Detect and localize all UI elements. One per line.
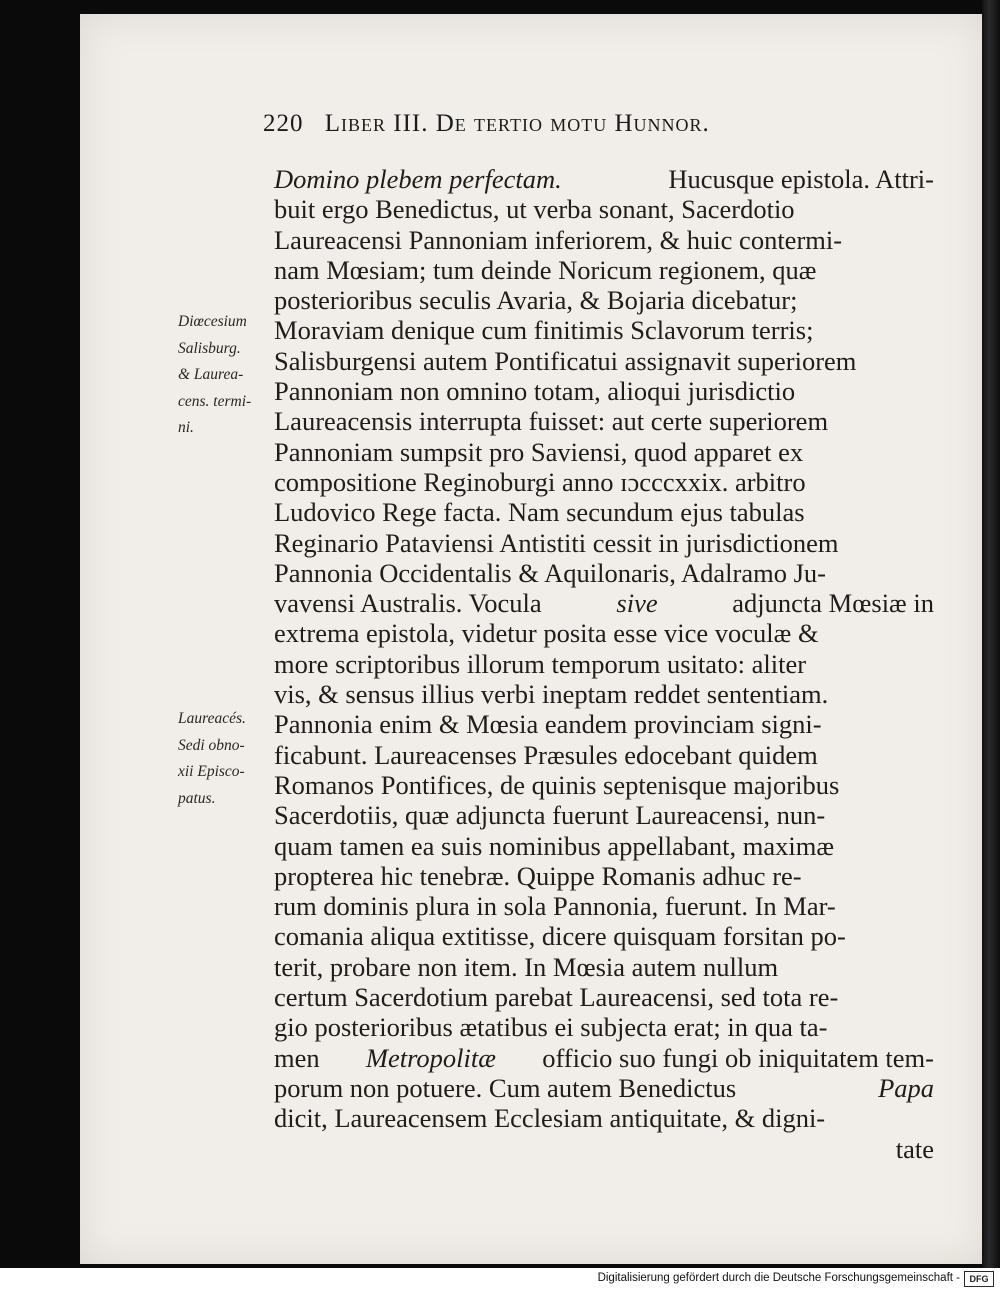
text-span: Pannoniam sumpsit pro Saviensi, quod apparet ex [274,436,804,467]
margin-note-line: & Laurea- [178,366,244,383]
margin-note [178,706,274,812]
text-line [274,952,934,982]
text-line [274,679,934,709]
margin-note-line: xii Episco- [178,763,245,780]
text-span: Salisburgensi autem Pontificatui assignavit superiorem [274,345,857,376]
body-text [274,164,934,1164]
text-line [274,376,934,406]
text-line [274,315,934,345]
text-line [274,740,934,770]
text-span-italic: Domino plebem perfectam. [274,164,562,194]
text-span: Moraviam denique cum finitimis Sclavorum terris; [274,315,814,346]
text-span: Laureacensis interrupta fuisset: aut certe superiorem [274,406,829,437]
text-span: Reginario Pataviensi Antistiti cessit in jurisdictionem [274,527,839,558]
text-line [274,1103,934,1133]
text-line [274,891,934,921]
text-line [274,164,934,194]
margin-note-line: ni. [178,419,194,436]
text-line [274,800,934,830]
margin-note-line: Laureacés. [178,710,246,727]
text-span: Pannonia Occidentalis & Aquilonaris, Adalramo Ju- [274,557,826,588]
margin-note-line: Salisburg. [178,339,241,357]
text-line [274,194,934,224]
text-line [274,497,934,527]
text-span-italic: Papa [878,1072,934,1103]
text-span-italic: sive [616,588,658,619]
text-line [274,709,934,739]
text-line [274,346,934,376]
text-span: ficabunt. Laureacenses Præsules edocebant quidem [274,739,818,770]
text-line [274,285,934,315]
text-span: vavensi Australis. Vocula [274,588,542,619]
text-line [274,437,934,467]
text-line [274,406,934,436]
text-span: men [274,1042,320,1073]
text-span: officio suo fungi ob iniquitatem tem- [542,1042,934,1073]
text-line [274,225,934,255]
text-line [274,528,934,558]
text-span: Ludovico Rege facta. Nam secundum ejus tabulas [274,497,805,528]
text-span: compositione Reginoburgi anno ɪɔcccxxix. arbitro [274,466,806,497]
page-number: 220 [263,110,304,137]
text-span: Pannoniam non omnino totam, alioqui jurisdictio [274,376,796,407]
text-line [274,861,934,891]
page-edge [982,0,1000,1268]
text-span: adjuncta Mœsiæ in [732,588,934,619]
margin-note-line: patus. [178,789,216,807]
margin-note-line: Diœcesium [178,313,247,330]
text-span: Laureacensi Pannoniam inferiorem, & huic contermi- [274,224,843,255]
text-span: Sacerdotiis, quæ adjuncta fuerunt Laureacensi, nun- [274,800,826,831]
footer-bar [0,1268,1000,1289]
text-span: rum dominis plura in sola Pannonia, fuerunt. In Mar- [274,891,836,922]
text-span: buit ergo Benedictus, ut verba sonant, Sacerdotio [274,194,795,225]
text-line [274,982,934,1012]
catchword-line [274,1134,934,1164]
text-line [274,618,934,648]
text-line [274,1073,934,1103]
text-span: more scriptoribus illorum temporum usitato: aliter [274,648,807,679]
dfg-logo-icon: DFG [964,1271,994,1287]
text-span: gio posterioribus ætatibus ei subjecta erat; in qua ta- [274,1012,828,1043]
text-span: porum non potuere. Cum autem Benedictus [274,1072,737,1103]
text-line [274,831,934,861]
text-span: Pannonia enim & Mœsia eandem provinciam signi- [274,709,822,740]
running-head [263,110,843,138]
text-span: Romanos Pontifices, de quinis septenisque majoribus [274,769,840,800]
text-line [274,588,934,618]
text-span: terit, probare non item. In Mœsia autem nullum [274,951,779,982]
text-span: dicit, Laureacensem Ecclesiam antiquitate, & digni- [274,1103,826,1134]
text-span: propterea hic tenebræ. Quippe Romanis adhuc re- [274,860,802,891]
text-line [274,558,934,588]
margin-note-line: Sedi obno- [178,736,245,754]
text-line [274,921,934,951]
text-line [274,649,934,679]
text-span: comania aliqua extitisse, dicere quisquam forsitan po- [274,921,846,952]
margin-note-line: cens. termi- [178,392,252,410]
text-span: posterioribus seculis Avaria, & Bojaria dicebatur; [274,285,798,316]
text-span: quam tamen ea suis nominibus appellabant, maximæ [274,830,835,861]
text-span: nam Mœsiam; tum deinde Noricum regionem, quæ [274,254,817,285]
text-line [274,770,934,800]
text-span-italic: Metropolitæ [365,1042,496,1073]
text-span: Hucusque epistola. Attri- [668,164,934,194]
text-line [274,1043,934,1073]
text-line [274,467,934,497]
catchword: tate [895,1133,934,1164]
funding-credit: Digitalisierung gefördert durch die Deutsche Forschungsgemeinschaft - [597,1272,960,1284]
text-line [274,255,934,285]
running-title: Liber III. De tertio motu Hunnor. [324,110,710,137]
margin-note [178,309,274,442]
text-span: vis, & sensus illius verbi ineptam reddet sententiam. [274,679,829,710]
text-span: certum Sacerdotium parebat Laureacensi, sed tota re- [274,982,839,1013]
text-span: extrema epistola, videtur posita esse vice voculæ & [274,618,819,649]
text-line [274,1012,934,1042]
